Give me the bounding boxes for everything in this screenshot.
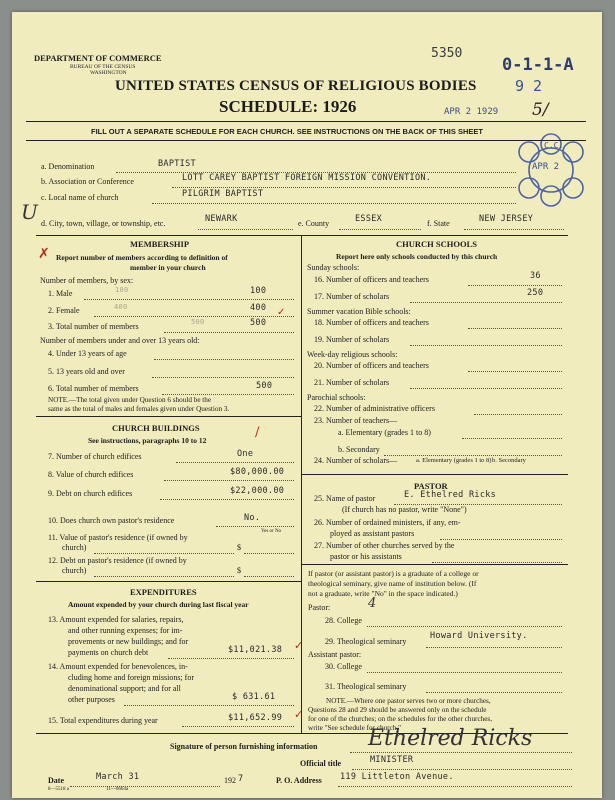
year-prefix: 192 <box>224 776 236 785</box>
q2-female-field: 400 <box>250 303 267 313</box>
buildings-heading: CHURCH BUILDINGS <box>112 423 200 433</box>
q28-mark: 4 <box>368 596 377 611</box>
q29-label: 29. Theological seminary <box>325 637 407 646</box>
q27-label-1: 27. Number of other churches served by the <box>314 541 455 550</box>
pastor-note-2: Questions 28 and 29 should be answered only on the schedule <box>308 706 487 714</box>
q18-label: 18. Number of officers and teachers <box>314 318 429 327</box>
expenditures-heading: EXPENDITURES <box>130 587 197 597</box>
q19-label: 19. Number of scholars <box>314 335 390 344</box>
q6-total-field: 500 <box>256 381 273 391</box>
asst-sub-label: Assistant pastor: <box>308 650 362 659</box>
q13-field: $11,021.38 <box>228 645 283 655</box>
serial-number: 5350 <box>431 46 463 61</box>
q5-label: 5. 13 years old and over <box>48 367 125 376</box>
weekday-label: Week-day religious schools: <box>307 350 398 359</box>
membership-heading: MEMBERSHIP <box>130 239 190 249</box>
q26-label-2: ployed as assistant pastors <box>330 529 415 538</box>
instruction-line: FILL OUT A SEPARATE SCHEDULE FOR EACH CHURCH. SEE INSTRUCTIONS ON THE BACK OF THIS SHEET <box>91 127 483 136</box>
q1-male-field: 100 <box>250 286 267 296</box>
q10-label: 10. Does church own pastor's residence <box>48 516 175 525</box>
q8-label: 8. Value of church edifices <box>48 470 134 479</box>
handwritten-mark: 5/ <box>532 100 549 120</box>
margin-mark: U <box>21 200 38 224</box>
q24b-label: b. Secondary <box>492 457 526 464</box>
q1-label: 1. Male <box>48 289 73 298</box>
pastor-note-3: for one of the churches; on the schedules for the other churches, <box>308 715 493 723</box>
age-intro-label: Number of members under and over 13 years old: <box>40 336 200 345</box>
official-title-label: Official title <box>300 759 342 768</box>
county-field: ESSEX <box>355 214 383 224</box>
grad-line-1: If pastor (or assistant pastor) is a graduate of a college or <box>308 569 479 578</box>
q7-field: One <box>237 449 254 459</box>
bureau-label: BUREAU OF THE CENSUS <box>70 64 136 70</box>
department-label: DEPARTMENT OF COMMERCE <box>34 53 162 63</box>
buildings-intro: See instructions, paragraphs 10 to 12 <box>88 436 207 445</box>
census-schedule-form <box>12 12 602 798</box>
apr-stamp-text: APR 2 <box>532 162 560 172</box>
q29-field: Howard University. <box>430 631 528 641</box>
q3-label: 3. Total number of members <box>48 322 139 331</box>
q25-label: 25. Name of pastor <box>314 494 376 503</box>
q11-label-1: 11. Value of pastor's residence (if owned by <box>48 533 188 542</box>
q3-faint: 500 <box>191 318 205 326</box>
q14-line-4: other purposes <box>68 695 115 704</box>
q30-label: 30. College <box>325 662 362 671</box>
schools-heading: CHURCH SCHOOLS <box>396 239 477 249</box>
signature-image: Ethelred Ricks <box>368 726 533 751</box>
q14-line-2: cluding home and foreign missions; for <box>68 673 194 682</box>
q26-label-1: 26. Number of ordained ministers, if any, em- <box>314 518 461 527</box>
red-tick-icon: ✓ <box>294 639 304 652</box>
county-label: e. County <box>298 219 330 228</box>
q12-label-1: 12. Debt on pastor's residence (if owned by <box>48 556 187 565</box>
grad-line-2: theological seminary, give name of institution below. (If <box>308 579 477 588</box>
q10-field: No. <box>244 513 261 523</box>
local-name-label: c. Local name of church <box>41 193 119 202</box>
date-label: Date <box>48 776 64 785</box>
state-label: f. State <box>427 219 450 228</box>
q3-total-field: 500 <box>250 318 267 328</box>
year-digit: 7 <box>238 774 244 784</box>
official-title-field: MINISTER <box>370 755 414 765</box>
cc-stamp-text: C.C. <box>544 141 564 150</box>
red-mark-icon: / <box>255 425 260 440</box>
q6-label: 6. Total number of members <box>48 384 139 393</box>
q14-line-1: 14. Amount expended for benevolences, in- <box>48 662 188 671</box>
q13-line-1: 13. Amount expended for salaries, repairs, <box>48 615 184 624</box>
sunday-label: Sunday schools: <box>307 263 360 272</box>
pastor-note-4: write "See schedule for church." <box>308 724 402 732</box>
q24-label: 24. Number of scholars— <box>314 456 398 465</box>
q28-label: 28. College <box>325 616 362 625</box>
pastor-heading: PASTOR <box>414 481 448 491</box>
code-stamp: 0-1-1-A <box>502 55 574 75</box>
q10-hint: Yes or No <box>261 529 282 534</box>
q13-line-4: payments on church debt <box>68 648 149 657</box>
q9-label: 9. Debt on church edifices <box>48 489 133 498</box>
q4-label: 4. Under 13 years of age <box>48 349 127 358</box>
code-stamp-2: 9 2 <box>515 77 543 95</box>
print-number: 11—6664a <box>106 787 129 792</box>
pastor-note-1: NOTE.—Where one pastor serves two or more churches, <box>326 697 491 705</box>
schedule-title: SCHEDULE: 1926 <box>219 97 357 116</box>
pastor-sub-label: Pastor: <box>308 603 331 612</box>
association-field: LOTT CAREY BAPTIST FOREIGN MISSION CONVENTION. <box>182 173 432 183</box>
parochial-label: Parochial schools: <box>307 393 366 402</box>
q14-field: $ 631.61 <box>232 692 276 702</box>
q25-field: E. Ethelred Ricks <box>404 490 497 500</box>
date-field: March 31 <box>96 772 140 782</box>
q15-label: 15. Total expenditures during year <box>48 716 158 725</box>
q16-label: 16. Number of officers and teachers <box>314 275 429 284</box>
q14-line-3: denominational support; and for all <box>68 684 181 693</box>
signature-label: Signature of person furnishing information <box>170 742 318 751</box>
red-check-icon: ✗ <box>38 246 50 262</box>
summer-label: Summer vacation Bible schools: <box>307 307 411 316</box>
by-sex-label: Number of members, by sex: <box>40 276 134 285</box>
form-number: 8—5518 a <box>48 787 69 792</box>
state-field: NEW JERSEY <box>479 214 534 224</box>
membership-intro-2: member in your church <box>130 263 206 272</box>
q13-line-3: provements or new buildings; and for <box>68 637 189 646</box>
q22-label: 22. Number of administrative officers <box>314 404 435 413</box>
q17-field: 250 <box>527 288 544 298</box>
q17-label: 17. Number of scholars <box>314 292 390 301</box>
form-title: UNITED STATES CENSUS OF RELIGIOUS BODIES <box>115 78 477 94</box>
grad-line-3: not a graduate, write "No" in the space indicated.) <box>308 589 458 598</box>
q13-line-2: and other running expenses; for im- <box>68 626 183 635</box>
address-field: 119 Littleton Avenue. <box>340 772 454 782</box>
q9-field: $22,000.00 <box>230 486 285 496</box>
q24a-label: a. Elementary (grades 1 to 8) <box>416 457 492 464</box>
membership-note-1: NOTE.—The total given under Question 6 should be the <box>48 396 212 404</box>
q2-label: 2. Female <box>48 306 80 315</box>
q8-field: $80,000.00 <box>230 467 285 477</box>
red-tick-icon: ✓ <box>277 307 286 318</box>
q25-hint: (If church has no pastor, write "None") <box>342 505 467 514</box>
q20-label: 20. Number of officers and teachers <box>314 361 429 370</box>
membership-note-2: same as the total of males and females given under Question 3. <box>48 405 230 413</box>
q7-label: 7. Number of church edifices <box>48 452 142 461</box>
city-label: WASHINGTON <box>90 70 127 76</box>
q11-label-2: church) <box>62 543 87 552</box>
q11-dollar: $ <box>237 543 241 552</box>
denomination-field: BAPTIST <box>158 159 196 169</box>
q15-field: $11,652.99 <box>228 713 283 723</box>
q23-label: 23. Number of teachers— <box>314 416 398 425</box>
membership-intro-1: Report number of members according to definition of <box>56 253 228 262</box>
local-name-field: PILGRIM BAPTIST <box>182 189 264 199</box>
q31-label: 31. Theological seminary <box>325 682 407 691</box>
q1-faint: 100 <box>115 286 129 294</box>
schools-intro: Report here only schools conducted by this church <box>336 252 498 261</box>
q2-faint: 400 <box>114 303 128 311</box>
q12-label-2: church) <box>62 566 87 575</box>
received-stamp: APR 2 1929 <box>444 107 499 117</box>
address-label: P. O. Address <box>276 776 322 785</box>
association-label: b. Association or Conference <box>41 177 134 186</box>
q12-dollar: $ <box>237 566 241 575</box>
q27-label-2: pastor or his assistants <box>330 552 402 561</box>
q21-label: 21. Number of scholars <box>314 378 390 387</box>
expenditures-intro: Amount expended by your church during last fiscal year <box>68 600 249 609</box>
city-field: NEWARK <box>205 214 238 224</box>
q23b-label: b. Secondary <box>338 445 380 454</box>
q16-field: 36 <box>530 271 541 281</box>
city-label: d. City, town, village, or township, etc. <box>41 219 166 228</box>
denomination-label: a. Denomination <box>41 162 95 171</box>
red-tick-icon: ✓ <box>294 708 304 721</box>
q23a-label: a. Elementary (grades 1 to 8) <box>338 428 431 437</box>
